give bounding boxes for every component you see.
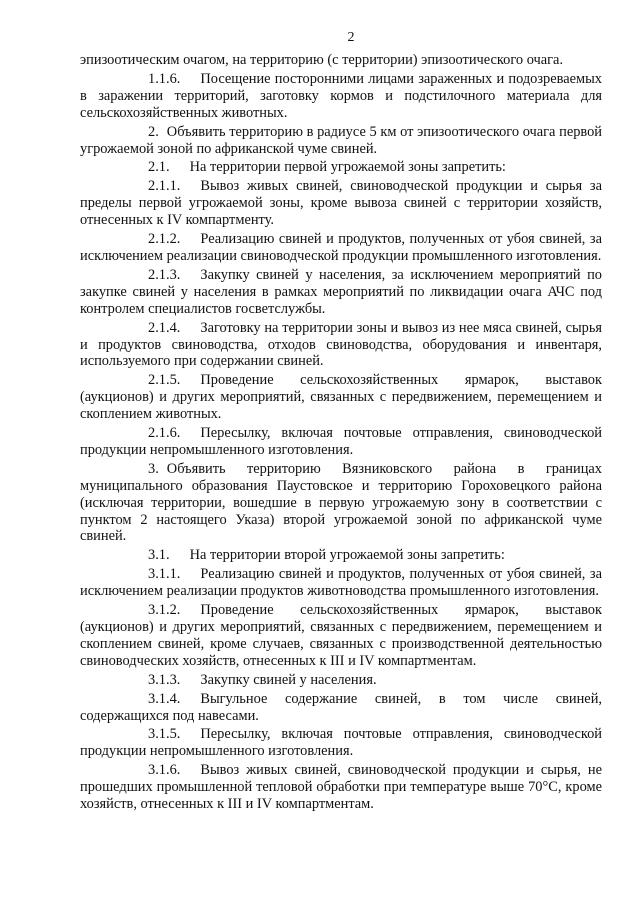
paragraph-text: Пересылку, включая почтовые отправления, свиноводческой продукции непромышленного изготовления. bbox=[80, 726, 602, 760]
clause-number: 2.1. bbox=[148, 159, 170, 176]
paragraph-text: На территории первой угрожаемой зоны запретить: bbox=[189, 159, 506, 176]
paragraph-text: Реализацию свиней и продуктов, полученных от убоя свиней, за исключением реализации свиноводческой продукции промышленного изготовления. bbox=[80, 231, 602, 264]
clause-3-1-2 bbox=[80, 602, 602, 670]
paragraph-text: Закупку свиней у населения, за исключением мероприятий по закупке свиней у населения в рамках мероприятий по ликвидации очага АЧС под контролем специалистов госветслужбы. bbox=[80, 266, 602, 317]
paragraph-text: Посещение посторонними лицами зараженных и подозреваемых в заражении территорий, заготовку кормов и подстилочного материала для сельскохозяйственных животных. bbox=[80, 70, 602, 121]
clause-3-1-6 bbox=[80, 762, 602, 813]
clause-2-1-3 bbox=[80, 267, 602, 318]
paragraph-text: Вывоз живых свиней, свиноводческой продукции и сырья, не прошедших промышленной тепловой обработки при температуре выше 70°С, кроме хозяйств, отнесенных к III и IV компартментам. bbox=[80, 762, 602, 813]
clause-3 bbox=[80, 461, 602, 546]
clause-2-1-4 bbox=[80, 320, 602, 371]
clause-3-1-4 bbox=[80, 691, 602, 725]
clause-number: 2.1.4. bbox=[148, 319, 181, 336]
clause-number: 3. bbox=[148, 460, 159, 477]
clause-number: 3.1.2. bbox=[148, 602, 181, 619]
paragraph-text: Закупку свиней у населения. bbox=[200, 671, 377, 688]
clause-number: 3.1. bbox=[148, 547, 170, 564]
clause-number: 2.1.1. bbox=[148, 178, 181, 195]
clause-number: 3.1.6. bbox=[148, 762, 181, 779]
clause-2-1-1 bbox=[80, 178, 602, 229]
clause-2 bbox=[80, 124, 602, 158]
paragraph-text: Проведение сельскохозяйственных ярмарок, выставок (аукционов) и других мероприятий, связанных с передвижением, перемещением и скоплением свиней, кроме случаев, связанных с производственной деятельностью свиноводческих хозяйств, отнесенных к III и IV компартментам. bbox=[80, 602, 602, 669]
clause-number: 2.1.2. bbox=[148, 231, 181, 248]
clause-number: 2.1.6. bbox=[148, 425, 181, 442]
paragraph-continuation bbox=[80, 52, 602, 69]
clause-number: 3.1.4. bbox=[148, 690, 181, 707]
paragraph-text: Вывоз живых свиней, свиноводческой продукции и сырья за пределы первой угрожаемой зоны, кроме вывоза свиней с территории хозяйств, отнесенных к IV компартменту. bbox=[80, 178, 602, 229]
page-number: 2 bbox=[347, 30, 355, 45]
paragraph-text: Пересылку, включая почтовые отправления, свиноводческой продукции непромышленного изготовления. bbox=[80, 425, 602, 458]
paragraph-text: Объявить территорию Вязниковского района в границах муниципального образования Паустовское и территорию Гороховецкого района (исключая территории, вошедшие в первую угрожаемую зону в соответствии с пунктом 2 настоящего Указа) второй угрожаемой зоной по африканской чуме свиней. bbox=[80, 460, 602, 545]
clause-2-1 bbox=[80, 159, 602, 176]
clause-3-1-1 bbox=[80, 566, 602, 600]
clause-number: 3.1.3. bbox=[148, 671, 181, 688]
clause-number: 2.1.3. bbox=[148, 266, 181, 283]
paragraph-text: Выгульное содержание свиней, в том числе свиней, содержащихся под навесами. bbox=[80, 690, 602, 724]
clause-number: 3.1.5. bbox=[148, 726, 181, 743]
clause-3-1 bbox=[80, 547, 602, 564]
paragraph-text: На территории второй угрожаемой зоны запретить: bbox=[189, 547, 505, 564]
clause-3-1-5 bbox=[80, 726, 602, 760]
clause-number: 3.1.1. bbox=[148, 566, 181, 583]
clause-number: 2. bbox=[148, 123, 159, 140]
clause-number: 1.1.6. bbox=[148, 70, 181, 87]
clause-2-1-5 bbox=[80, 372, 602, 423]
paragraph-text: Проведение сельскохозяйственных ярмарок, выставок (аукционов) и других мероприятий, связанных с передвижением, перемещением и скоплением животных. bbox=[80, 372, 602, 423]
clause-2-1-6 bbox=[80, 425, 602, 459]
paragraph-text: эпизоотическим очагом, на территорию (с территории) эпизоотического очага. bbox=[80, 52, 564, 68]
clause-2-1-2 bbox=[80, 231, 602, 265]
clause-1-1-6 bbox=[80, 71, 602, 122]
paragraph-text: Заготовку на территории зоны и вывоз из нее мяса свиней, сырья и продуктов свиноводства, отходов свиноводства, оборудования и инвентаря, используемого при содержании свиней. bbox=[80, 319, 602, 370]
paragraph-text: Объявить территорию в радиусе 5 км от эпизоотического очага первой угрожаемой зоной по африканской чуме свиней. bbox=[80, 123, 602, 157]
clause-number: 2.1.5. bbox=[148, 372, 181, 389]
paragraph-text: Реализацию свиней и продуктов, полученных от убоя свиней, за исключением реализации продуктов животноводства промышленного изготовления. bbox=[80, 566, 602, 600]
clause-3-1-3 bbox=[80, 672, 602, 689]
